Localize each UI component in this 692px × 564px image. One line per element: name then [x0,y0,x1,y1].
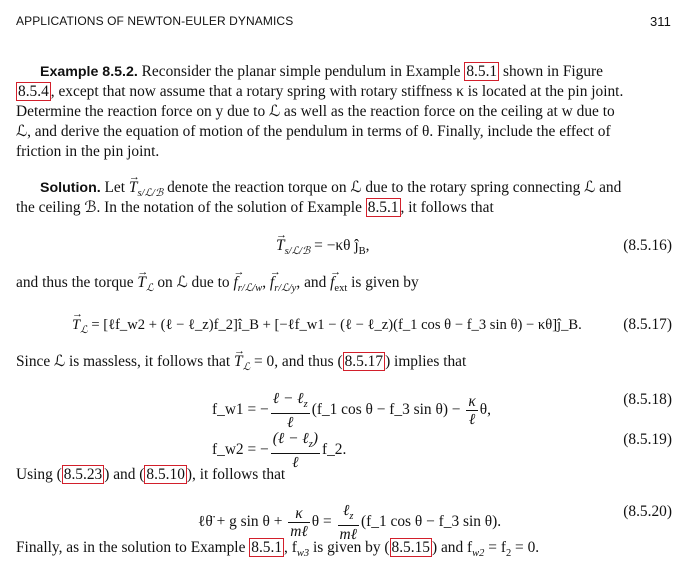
equation-number-8-5-18: (8.5.18) [623,391,672,408]
ref-figure-8-5-4[interactable]: 8.5.4 [18,83,49,100]
torque-symbol: → T [129,178,138,198]
example-line-4: ℒ, and derive the equation of motion of the pendulum in terms of θ. Finally, include the effect of [16,123,611,140]
solution-line-2: the ceiling ℬ. In the notation of the solution of Example 8.5.1 , it follows that [16,199,494,216]
ref-eq-8-5-17[interactable]: 8.5.17 [344,353,384,370]
page-number: 311 [649,14,671,29]
equation-number-8-5-19: (8.5.19) [623,431,672,448]
equation-number-8-5-20: (8.5.20) [623,503,672,520]
example-line-2: 8.5.4 , except that now assume that a rotary spring with rotary stiffness κ is located at the pin joint. [18,83,624,100]
equation-8-5-16: → $T_{s/ℒ/ℬ} = -\kappa\theta$ $ĵ_B$, [276,236,370,262]
solution-line-1: Solution. Let → $T_{s/ℒ/ℬ}$ denote the reaction torque on ℒ due to the rotary spring connecting ℒ and [40,178,621,204]
torque-line: and thus the torque → $T_ℒ$ on ℒ due to → $f_{r/ℒ/w}$, → $f_{r/ℒ/y}$, and → $f_{ext}$ is given by [16,273,419,299]
ref-example-8-5-1-b[interactable]: 8.5.1 [367,199,399,216]
solution-label: Solution. [40,180,101,196]
equation-8-5-19: f_w2 = − $\frac{(\ell - \ell_z)}{\text{ℓ}}$ f_2. [212,430,347,472]
massless-line: Since ℒ is massless, it follows that → $T_ℒ = 0$, and thus ( 8.5.17 ) implies that [16,352,466,378]
equation-8-5-18: f_w1 = − $\frac{\ell - \ell_z}{\text{ℓ}}$ (f_1 cos θ − f_3 sin θ) − $\frac{\kappa}{\text{ℓ}}$ θ, [212,390,491,432]
equation-8-5-20: ℓθ̈ + g sin θ + $\frac{\kappa}{\text{mℓ}}$ θ = $\frac{\ell_z}{\text{mℓ}}$ (f_1 cos θ − f_3 sin θ). [198,502,502,544]
equation-number-8-5-17: (8.5.17) [623,316,672,333]
equation-number-8-5-16: (8.5.16) [623,237,672,254]
ref-eq-8-5-10[interactable]: 8.5.10 [146,466,185,483]
ref-example-8-5-1[interactable]: 8.5.1 [466,63,498,80]
ref-example-8-5-1-c[interactable]: 8.5.1 [251,539,283,556]
equation-8-5-17: → $T_ℒ$ = [ℓf_w2 + (ℓ − ℓ_z)f_2]î_B + [−ℓf_w1 − (ℓ − ℓ_z)(f_1 cos θ − f_3 sin θ) − κθ]ĵ_B. [72,315,582,341]
example-line-5: friction in the pin joint. [16,143,160,160]
example-label: Example 8.5.2. [40,64,138,80]
final-line: Finally, as in the solution to Example 8.5.1 , $f_{w3}$ is given by ( 8.5.15 ) and $f_{w2} = f_2 = 0$. [16,539,540,560]
running-title: APPLICATIONS OF NEWTON-EULER DYNAMICS [16,14,294,28]
ref-eq-8-5-23[interactable]: 8.5.23 [63,466,103,483]
using-line: Using ( 8.5.23 ) and ( 8.5.10 ), it follows that [16,466,286,483]
example-line-3: Determine the reaction force on y due to ℒ as well as the reaction force on the ceiling at w due to [16,103,615,120]
ref-eq-8-5-15[interactable]: 8.5.15 [391,539,430,556]
example-line-1: Example 8.5.2. Reconsider the planar simple pendulum in Example 8.5.1 shown in Figure [40,63,604,80]
